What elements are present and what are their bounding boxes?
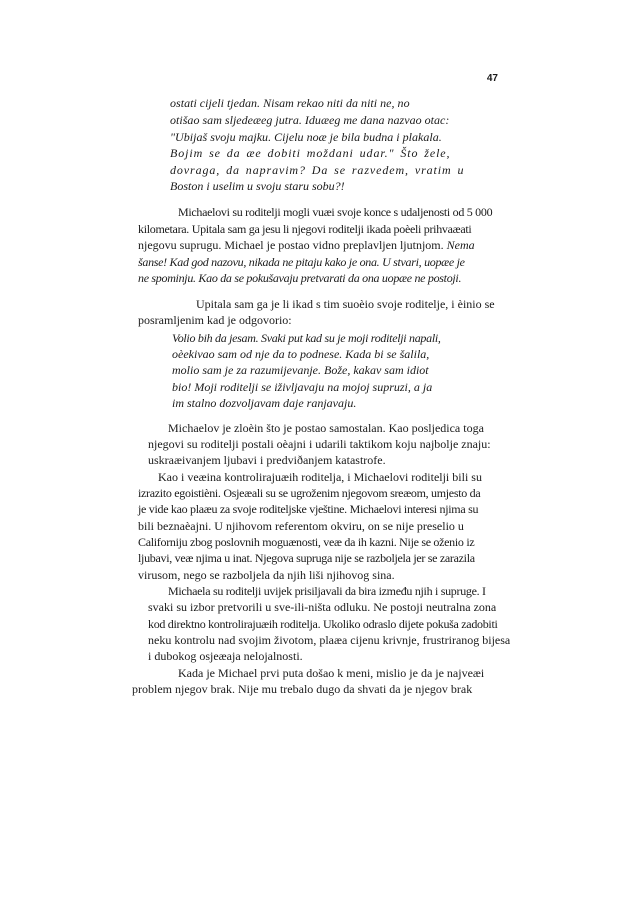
- text-line: kilometara. Upitala sam ga jesu li njegovi roditelji ikada poèeli prihvaæati: [138, 222, 472, 236]
- text-line: izrazito egoistièni. Osjeæali su se ugroženim njegovom sreæom, umjesto da: [138, 486, 481, 500]
- text-line: i dubokog osjeæaja nelojalnosti.: [148, 649, 303, 663]
- page-number: 47: [486, 73, 498, 84]
- text-line: posramljenim kad je odgovorio:: [138, 313, 292, 327]
- text-line: oèekivao sam od nje da to podnese. Kada bi se šalila,: [172, 347, 430, 361]
- text-segment: njegovu suprugu. Michael je postao vidno preplavljen ljutnjom.: [138, 238, 444, 252]
- text-line: uskraæivanjem ljubavi i predviðanjem katastrofe.: [148, 453, 386, 467]
- text-line: problem njegov brak. Nije mu trebalo dugo da shvati da je njegov brak: [132, 682, 473, 696]
- text-line: Volio bih da jesam. Svaki put kad su je moji roditelji napali,: [172, 331, 441, 345]
- text-line: otišao sam sljedeæeg jutra. Iduæeg me dana nazvao otac:: [170, 113, 450, 127]
- text-line: im stalno dozvoljavam daje ranjavaju.: [172, 396, 357, 410]
- text-line: neku kontrolu nad svojim životom, plaæa cijenu krivnje, frustriranog bijesa: [148, 633, 511, 647]
- text-line: [138, 237, 475, 253]
- text-line: dovraga, da napravim? Da se razvedem, vratim u: [170, 163, 465, 177]
- text-line: kod direktno kontrolirajuæih roditelja. Ukoliko odraslo dijete pokuša zadobiti: [148, 617, 498, 631]
- text-line: "Ubijaš svoju majku. Cijelu noæ je bila budna i plakala.: [170, 130, 442, 144]
- text-line: bili beznaèajni. U njihovom referentom okviru, on se nije preselio u: [138, 519, 464, 533]
- text-line: Kao i veæina kontrolirajuæih roditelja, i Michaelovi roditelji bili su: [158, 470, 482, 484]
- text-line: Kada je Michael prvi puta došao k meni, mislio je da je najveæi: [178, 666, 485, 680]
- text-line: šanse! Kad god nazovu, nikada ne pitaju kako je ona. U stvari, uopæe je: [138, 255, 465, 269]
- text-line: ostati cijeli tjedan. Nisam rekao niti da niti ne, no: [170, 96, 410, 110]
- text-line: molio sam je za razumijevanje. Bože, kakav sam idiot: [172, 363, 429, 377]
- text-line: bio! Moji roditelji se iživljavaju na mojoj supruzi, a ja: [172, 380, 433, 394]
- text-line: je vide kao plaæu za svoje roditeljske vještine. Michaelovi interesi njima su: [138, 502, 479, 516]
- text-line: virusom, nego se razboljela da njih liši njihovog sina.: [138, 568, 395, 582]
- text-line: ljubavi, veæ njima u inat. Njegova supruga nije se razboljela jer se zarazila: [138, 551, 475, 565]
- text-line: ne spominju. Kao da se pokušavaju pretvarati da ona uopæe ne postoji.: [138, 271, 462, 285]
- text-line: Michaelov je zloèin što je postao samostalan. Kao posljedica toga: [168, 421, 484, 435]
- text-line: Bojim se da æe dobiti moždani udar." Što žele,: [170, 146, 451, 160]
- text-segment-italic: Nema: [446, 238, 475, 252]
- text-line: njegovi su roditelji postali oèajni i udarili taktikom koju najbolje znaju:: [148, 437, 491, 451]
- text-line: Michaelovi su roditelji mogli vuæi svoje konce s udaljenosti od 5 000: [178, 205, 493, 219]
- text-line: svaki su izbor pretvorili u sve-ili-ništa odluku. Ne postoji neutralna zona: [148, 600, 497, 614]
- text-line: Boston i uselim u svoju staru sobu?!: [170, 179, 345, 193]
- text-line: Michaela su roditelji uvijek prisiljavali da bira između njih i supruge. I: [168, 584, 486, 598]
- text-line: Upitala sam ga je li ikad s tim suoèio svoje roditelje, i èinio se: [196, 297, 495, 311]
- text-line: Californiju zbog poslovnih moguænosti, veæ da ih kazni. Nije se oženio iz: [138, 535, 475, 549]
